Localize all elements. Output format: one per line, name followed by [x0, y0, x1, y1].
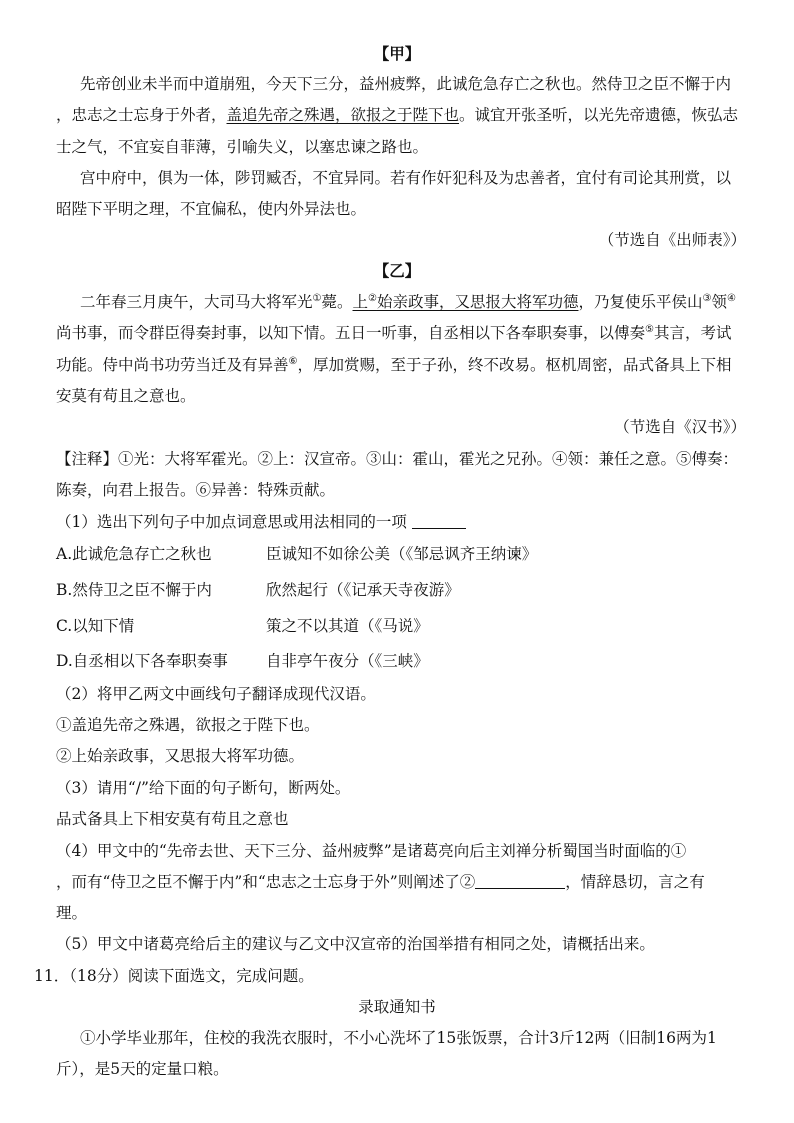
note-marker: ①: [312, 293, 322, 304]
option-c-right: 策之不以其道（《马说》: [266, 617, 429, 635]
jia-text-segment: ，忠志之士忘身于外者，: [56, 106, 227, 124]
yi-text-segment: 薨。: [321, 293, 353, 311]
underlined-sentence-1: 盖追先帝之殊遇，欲报之于陛下也: [226, 106, 460, 124]
notes-line-2: 陈奏，向君上报告。⑥异善：特殊贡献。: [56, 481, 336, 499]
passage-paragraph-1-line-2: 斤），是5天的定量口粮。: [56, 1060, 229, 1078]
note-marker: ⑤: [645, 324, 654, 335]
section-yi-heading: 【乙】: [373, 261, 421, 280]
yi-text-segment: ，厚加赏赐，至于子孙，终不改易。枢机周密，品式备具上下相: [297, 356, 732, 374]
jia-paragraph-1-line-1: 先帝创业未半而中道崩殂，今天下三分，益州疲弊，此诚危急存亡之秋也。然侍卫之臣不懈于内: [80, 75, 732, 93]
yi-text-segment: 上: [352, 293, 369, 311]
option-c-left: C.以知下情: [56, 617, 135, 635]
option-a-left: A.此诚危急存亡之秋也: [56, 545, 212, 563]
underlined-sentence-2: [353, 293, 579, 311]
notes-line-1: 【注释】①光：大将军霍光。②上：汉宣帝。③山：霍山，霍光之兄孙。④领：兼任之意。⑤傅奏：: [56, 450, 739, 468]
yi-source: （节选自《汉书》）: [614, 418, 746, 436]
note-marker: ⑥: [288, 356, 298, 367]
yi-text-segment: ，乃复使乐平侯山: [578, 293, 703, 311]
question-1-text: （1）选出下列句子中加点词意思或用法相同的一项: [56, 513, 412, 531]
yi-text-segment: 始亲政事，又思报大将军功德: [376, 293, 579, 311]
jia-text-segment: 。诚宜开张圣听，以光先帝遗德，恢弘志: [459, 106, 739, 124]
question-2-sentence-2: ②上始亲政事，又思报大将军功德。: [56, 747, 305, 765]
option-b-left: B.然侍卫之臣不懈于内: [56, 581, 212, 599]
question-4-text: ，而有“侍卫之臣不懈于内”和“忠志之士忘身于外”则阐述了②: [56, 873, 476, 891]
yi-line-4: 安莫有苟且之意也。: [56, 387, 196, 405]
note-marker: ②: [368, 293, 377, 304]
question-4-text: ，情辞恳切，言之有: [565, 873, 705, 891]
question-5-stem: （5）甲文中诸葛亮给后主的建议与乙文中汉宣帝的治国举措有相同之处，请概括出来。: [56, 935, 655, 953]
question-4-line-2: [56, 872, 705, 892]
yi-text-segment: 其言，考试: [653, 324, 732, 342]
option-d-left: D.自丞相以下各奉职奏事: [56, 652, 228, 670]
option-b-right: 欣然起行（《记承天寺夜游》: [266, 581, 460, 599]
yi-text-segment: 功能。侍中尚书功劳当迁及有异善: [56, 356, 289, 374]
note-marker: ③: [702, 293, 712, 304]
question-1-stem: [56, 512, 466, 532]
question-2-sentence-1: ①盖追先帝之殊遇，欲报之于陛下也。: [56, 716, 320, 734]
question-4-line-3: 理。: [56, 904, 88, 922]
yi-text-segment: 领: [711, 293, 727, 311]
section-jia-heading: 【甲】: [373, 44, 421, 63]
option-d-right: 自非亭午夜分（《三峡》: [266, 652, 429, 670]
passage-title: 录取通知书: [358, 998, 436, 1016]
question-4-line-1: （4）甲文中的“先帝去世、天下三分、益州疲弊”是诸葛亮向后主刘禅分析蜀国当时面临的①: [56, 842, 687, 860]
question-3-stem: （3）请用“/”给下面的句子断句，断两处。: [56, 779, 351, 797]
jia-paragraph-2-line-1: 宫中府中，俱为一体，陟罚臧否，不宜异同。若有作奸犯科及为忠善者，宜付有司论其刑赏，以: [80, 169, 732, 187]
yi-line-3: [56, 355, 732, 375]
yi-line-1: [80, 292, 736, 312]
note-marker: ④: [727, 293, 736, 304]
yi-line-2: [56, 323, 732, 343]
question-3-text: 品式备具上下相安莫有苟且之意也: [56, 810, 289, 828]
jia-paragraph-1-line-2: [56, 105, 738, 125]
option-a-right: 臣诚知不如徐公美（《邹忌讽齐王纳谏》: [266, 545, 538, 563]
question-2-stem: （2）将甲乙两文中画线句子翻译成现代汉语。: [56, 685, 376, 703]
jia-paragraph-1-line-3: 士之气，不宜妄自菲薄，引喻失义，以塞忠谏之路也。: [56, 138, 429, 156]
jia-paragraph-2-line-2: 昭陛下平明之理，不宜偏私，使内外异法也。: [56, 200, 367, 218]
yi-text-segment: 尚书事，而令群臣得奏封事，以知下情。五日一听事，自丞相以下各奉职奏事，以傅奏: [56, 324, 646, 342]
answer-blank-2[interactable]: [475, 874, 565, 889]
answer-blank-1[interactable]: [412, 514, 466, 529]
question-11-stem: 11．（18分）阅读下面选文，完成问题。: [34, 967, 314, 985]
jia-source: （节选自《出师表》）: [598, 231, 746, 249]
passage-paragraph-1-line-1: ①小学毕业那年，住校的我洗衣服时，不小心洗坏了15张饭票，合计3斤12两（旧制16两为1: [80, 1029, 717, 1047]
yi-text-segment: 二年春三月庚午，大司马大将军光: [80, 293, 313, 311]
